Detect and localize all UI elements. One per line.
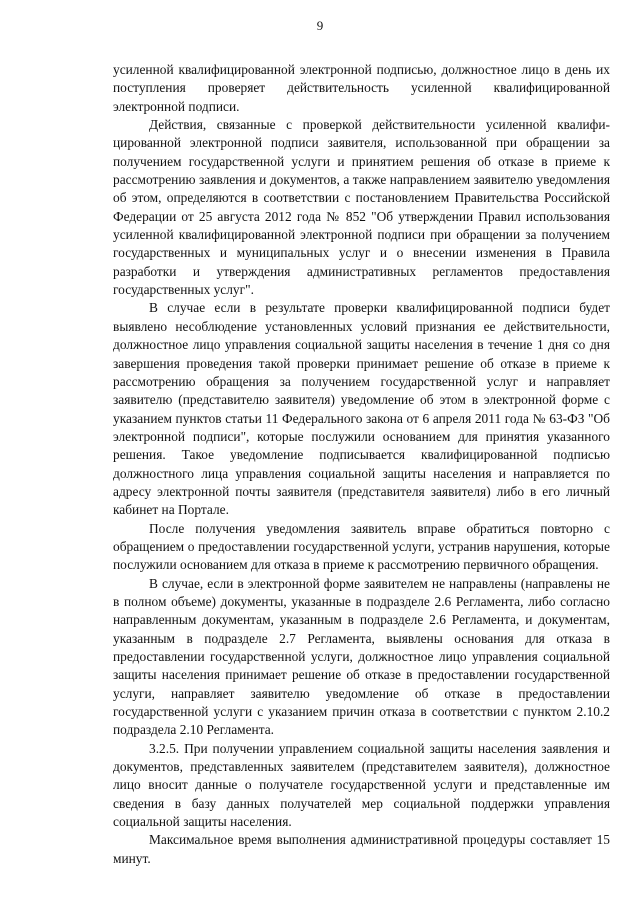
paragraph-3: В случае если в результате проверки квалифицированной подписи будет выявлено несоблюдение установленных условий признания ее действительности, должностное лицо управления социальной защиты населения в течение 1 дня со дня завершения проведения такой проверки принимает решение об отказе в приеме к рассмотрению обращения за получением государственной услуг и направляет заявителю (представителю заявителя) уведомление об этом в электронной форме с указанием пунктов статьи 11 Федерального закона от 6 апреля 2011 года № 63-ФЗ "Об электронной подписи", которые послужили основанием для принятия указанного решения. Такое уведомление подписывается квалифицированной подписью должностного лица управления социальной защиты населения и направляется по адресу электронной почты заявителя (представителя заявителя) либо в его личный кабинет на Портале.	[113, 300, 610, 518]
paragraph-5: В случае, если в электронной форме заявителем не направлены (направлены не в полном объеме) документы, указанные в подразделе 2.6 Регламента, либо согласно направленным документам, указанным в подразделе 2.6 Регламента, и документам, указанным в подразделе 2.7 Регламента, выявлены основания для отказа в предоставлении государственной услуги, должностное лицо управления социальной защиты населения принимает решение об отказе в предоставлении государственной услуги, направляет заявителю уведомление об отказе в предоставлении государственной услуги с указанием причин отказа в соответствии с пунктом 2.10.2 подраздела 2.10 Регламента.	[113, 575, 610, 738]
body-text	[113, 61, 610, 868]
paragraph-2: Действия, связанные с проверкой действительности усиленной квалифицированной электронной подписи заявителя, использованной при обращении за получением государственной услуги и принятием решения об отказе в приеме к рассмотрению заявления и документов, а также направлением заявителю уведомления об этом, определяются в соответствии с постановлением Правительства Российской Федерации от 25 августа 2012 года № 852 "Об утверждении Правил использования усиленной квалифицированной электронной подписи при обращении за получением государственных и муниципальных услуг и о внесении изменения в Правила разработки и утверждения административных регламентов предоставления государственных услуг".	[113, 117, 610, 298]
paragraph-4: После получения уведомления заявитель вправе обратиться повторно с обращением о предоставлении государственной услуги, устранив нарушения, которые послужили основанием для отказа в приеме к рассмотрению первичного обращения.	[113, 520, 610, 573]
paragraph-7: Максимальное время выполнения административной процедуры составляет 15 минут.	[113, 832, 610, 866]
page-number: 9	[316, 18, 324, 33]
paragraph-1: усиленной квалифицированной электронной подписью, должностное лицо в день их поступления проверяет действительность усиленной квалифицированной электронной подписи.	[113, 62, 610, 114]
paragraph-6: 3.2.5. При получении управлением социальной защиты населения заявления и документов, представленных заявителем (представителем заявителя), должностное лицо вносит данные о получателе государственной услуги и представленные им сведения в базу данных получателей мер социальной поддержки управления социальной защиты населения.	[113, 740, 610, 830]
